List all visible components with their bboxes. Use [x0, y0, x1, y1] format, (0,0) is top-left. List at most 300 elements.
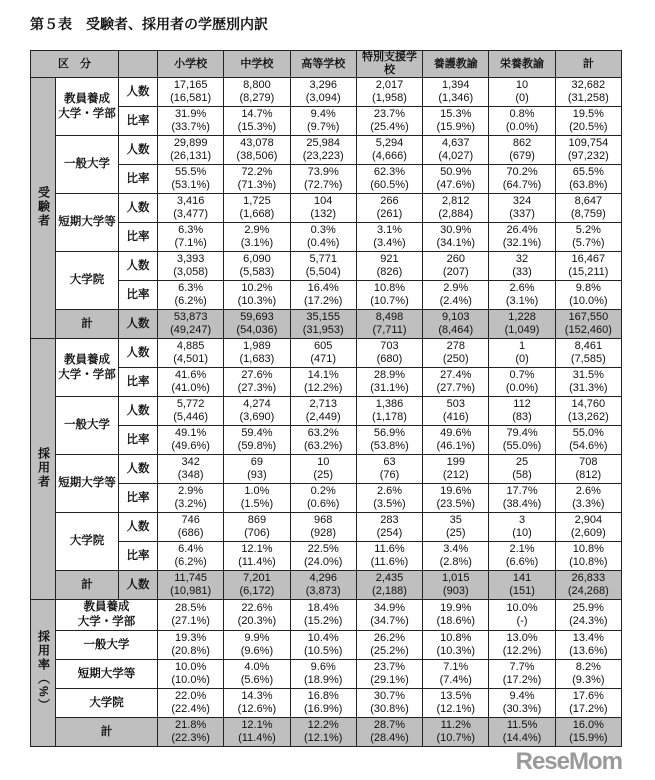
- previous-value: (17.2%): [303, 295, 343, 307]
- current-value: 28.5%: [175, 602, 207, 614]
- total-label: 計: [56, 718, 158, 747]
- current-value: 260: [446, 253, 465, 265]
- value-cell: [423, 223, 489, 252]
- current-value: 22.0%: [175, 690, 207, 702]
- current-value: 31.5%: [572, 369, 604, 381]
- value-cell: [489, 78, 555, 107]
- previous-value: (10): [512, 527, 532, 539]
- current-value: 1: [518, 340, 526, 352]
- previous-value: (2,188): [372, 585, 407, 597]
- table-row: [31, 426, 622, 455]
- current-value: 1.0%: [244, 485, 270, 497]
- value-cell: [158, 600, 224, 631]
- previous-value: (15,211): [568, 266, 609, 278]
- current-value: 9.4%: [310, 108, 336, 120]
- value-cell: [555, 310, 621, 339]
- measure-label: 比率: [119, 368, 158, 397]
- table-row: [31, 165, 622, 194]
- value-cell: [356, 223, 422, 252]
- previous-value: (38,506): [236, 150, 278, 162]
- current-value: 41.6%: [175, 369, 207, 381]
- value-cell: [356, 252, 422, 281]
- previous-value: (46.1%): [436, 440, 476, 452]
- previous-value: (24.3%): [569, 615, 608, 627]
- previous-value: (49.6%): [171, 440, 210, 452]
- measure-label: 人数: [119, 194, 158, 223]
- previous-value: (55.0%): [502, 440, 542, 452]
- value-cell: [423, 368, 489, 397]
- current-value: 2,435: [375, 572, 404, 584]
- previous-value: (72.7%): [303, 179, 343, 191]
- measure-label: 比率: [119, 107, 158, 136]
- value-cell: [489, 310, 555, 339]
- current-value: 32,682: [571, 79, 606, 91]
- value-cell: [224, 223, 290, 252]
- previous-value: (2.8%): [439, 556, 472, 568]
- value-cell: [423, 718, 489, 747]
- measure-label: 人数: [119, 513, 158, 542]
- value-cell: [224, 718, 290, 747]
- current-value: 14,760: [571, 398, 606, 410]
- current-value: 862: [512, 137, 532, 149]
- value-cell: [290, 281, 356, 310]
- current-value: 6.4%: [178, 543, 204, 555]
- current-value: 23.7%: [373, 108, 406, 120]
- measure-label: 人数: [119, 310, 158, 339]
- value-cell: [224, 571, 290, 600]
- current-value: 26.2%: [373, 632, 406, 644]
- value-cell: [555, 339, 621, 368]
- table-row: [31, 223, 622, 252]
- value-cell: [423, 484, 489, 513]
- current-value: 13.4%: [572, 632, 604, 644]
- value-cell: [290, 631, 356, 660]
- value-cell: [158, 310, 224, 339]
- current-value: 53,873: [173, 311, 208, 323]
- current-value: 43,078: [240, 137, 274, 149]
- value-cell: [290, 194, 356, 223]
- current-value: 11,745: [174, 572, 208, 584]
- table-row: [31, 78, 622, 107]
- current-value: 2.6%: [509, 282, 535, 294]
- value-cell: [356, 571, 422, 600]
- value-cell: [555, 571, 621, 600]
- value-cell: [158, 78, 224, 107]
- value-cell: [224, 631, 290, 660]
- current-value: 10.8%: [572, 543, 604, 555]
- measure-label: 比率: [119, 165, 158, 194]
- current-value: 11.2%: [440, 719, 471, 731]
- previous-value: (15.9%): [436, 121, 476, 133]
- value-cell: [356, 513, 422, 542]
- value-cell: [489, 660, 555, 689]
- previous-value: (30.3%): [502, 703, 542, 715]
- previous-value: (9.6%): [240, 645, 274, 657]
- current-value: 869: [247, 514, 267, 526]
- value-cell: [555, 718, 621, 747]
- column-header: 養護教諭: [423, 51, 489, 78]
- previous-value: (16.9%): [303, 703, 343, 715]
- previous-value: (1,049): [504, 324, 540, 336]
- current-value: 9.4%: [509, 690, 535, 702]
- previous-value: (10,981): [170, 585, 212, 597]
- previous-value: (25): [313, 469, 333, 481]
- measure-label: 比率: [119, 542, 158, 571]
- current-value: 22.5%: [307, 543, 339, 555]
- value-cell: [423, 339, 489, 368]
- previous-value: (10.0%): [569, 295, 608, 307]
- previous-value: (16,581): [170, 92, 212, 104]
- value-cell: [224, 107, 290, 136]
- current-value: 503: [446, 398, 465, 410]
- current-value: 703: [380, 340, 399, 352]
- current-value: 10.4%: [307, 632, 339, 644]
- value-cell: [224, 426, 290, 455]
- column-header: 特別支援学校: [356, 51, 422, 78]
- table-title: 第５表 受験者、採用者の学歴別内訳: [30, 17, 268, 33]
- resemom-watermark-logo: ReseMom: [515, 748, 622, 775]
- current-value: 27.6%: [241, 369, 273, 381]
- current-value: 4,885: [176, 340, 205, 352]
- value-cell: [555, 455, 621, 484]
- value-cell: [158, 718, 224, 747]
- previous-value: (71.3%): [237, 179, 277, 191]
- value-cell: [158, 513, 224, 542]
- current-value: 4,296: [309, 572, 337, 584]
- current-value: 5,771: [309, 253, 337, 265]
- previous-value: (22.3%): [171, 732, 210, 744]
- measure-label: 比率: [119, 281, 158, 310]
- previous-value: (9.7%): [307, 121, 340, 133]
- value-cell: [356, 368, 422, 397]
- previous-value: (1,958): [372, 92, 407, 104]
- value-cell: [555, 165, 621, 194]
- value-cell: [555, 78, 621, 107]
- current-value: 63: [383, 456, 396, 468]
- current-value: 18.4%: [307, 602, 339, 614]
- value-cell: [290, 223, 356, 252]
- previous-value: (64.7%): [502, 179, 542, 191]
- value-cell: [290, 426, 356, 455]
- current-value: 27.4%: [440, 369, 472, 381]
- current-value: 34.9%: [373, 602, 406, 614]
- current-value: 0.7%: [509, 369, 535, 381]
- previous-value: (32.1%): [502, 237, 542, 249]
- previous-value: (10.3%): [436, 645, 476, 657]
- previous-value: (3.5%): [373, 498, 406, 510]
- measure-label: 比率: [119, 223, 158, 252]
- current-value: 35: [449, 514, 462, 526]
- value-cell: [356, 718, 422, 747]
- current-value: 62.3%: [373, 166, 406, 178]
- value-cell: [224, 455, 290, 484]
- value-cell: [158, 542, 224, 571]
- value-cell: [489, 281, 555, 310]
- previous-value: (8,464): [438, 324, 474, 336]
- value-cell: [489, 542, 555, 571]
- previous-value: (254): [376, 527, 403, 539]
- table-row: [31, 107, 622, 136]
- previous-value: (27.3%): [237, 382, 277, 394]
- previous-value: (826): [376, 266, 403, 278]
- value-cell: [423, 252, 489, 281]
- previous-value: (27.1%): [171, 615, 210, 627]
- current-value: 56.9%: [373, 427, 406, 439]
- previous-value: (54,036): [236, 324, 278, 336]
- current-value: 59,693: [240, 311, 274, 323]
- value-cell: [158, 455, 224, 484]
- current-value: 9.9%: [244, 632, 270, 644]
- value-cell: [290, 660, 356, 689]
- value-cell: [158, 631, 224, 660]
- value-cell: [423, 310, 489, 339]
- previous-value: (1,178): [372, 411, 407, 423]
- value-cell: [423, 571, 489, 600]
- value-cell: [290, 718, 356, 747]
- value-cell: [158, 252, 224, 281]
- previous-value: (337): [509, 208, 535, 220]
- value-cell: [356, 455, 422, 484]
- header-row: [31, 51, 622, 78]
- current-value: 10.8%: [440, 632, 472, 644]
- current-value: 1,989: [243, 340, 271, 352]
- current-value: 921: [380, 253, 399, 265]
- current-value: 35,155: [306, 311, 341, 323]
- value-cell: [356, 165, 422, 194]
- value-cell: [356, 310, 422, 339]
- value-cell: [555, 660, 621, 689]
- current-value: 10.2%: [241, 282, 273, 294]
- value-cell: [555, 194, 621, 223]
- previous-value: (2,884): [438, 208, 474, 220]
- value-cell: [489, 368, 555, 397]
- value-cell: [356, 660, 422, 689]
- value-cell: [224, 281, 290, 310]
- value-cell: [423, 542, 489, 571]
- value-cell: [158, 136, 224, 165]
- previous-value: (1.5%): [240, 498, 274, 510]
- current-value: 3,416: [176, 195, 205, 207]
- table-row: [31, 484, 622, 513]
- previous-value: (15.2%): [303, 615, 343, 627]
- current-value: 2.9%: [178, 485, 204, 497]
- value-cell: [290, 484, 356, 513]
- current-value: 12.1%: [241, 543, 273, 555]
- current-value: 2,812: [442, 195, 470, 207]
- current-value: 0.3%: [310, 224, 336, 236]
- previous-value: (10.7%): [370, 295, 409, 307]
- current-value: 11.6%: [374, 543, 405, 555]
- previous-value: (5.7%): [572, 237, 605, 249]
- previous-value: (24.0%): [303, 556, 343, 568]
- current-value: 55.0%: [572, 427, 604, 439]
- current-value: 4,637: [442, 137, 470, 149]
- column-header: 計: [555, 51, 621, 78]
- value-cell: [489, 600, 555, 631]
- current-value: 2.9%: [244, 224, 270, 236]
- current-value: 109,754: [568, 137, 609, 149]
- previous-value: (250): [442, 353, 469, 365]
- category-label: 大学院: [56, 689, 158, 718]
- current-value: 324: [512, 195, 532, 207]
- previous-value: (60.5%): [370, 179, 409, 191]
- current-value: 9.8%: [575, 282, 601, 294]
- current-value: 17,165: [173, 79, 208, 91]
- current-value: 12.2%: [307, 719, 339, 731]
- value-cell: [224, 165, 290, 194]
- measure-label: 人数: [119, 571, 158, 600]
- current-value: 199: [446, 456, 465, 468]
- value-cell: [423, 165, 489, 194]
- value-cell: [489, 339, 555, 368]
- current-value: 21.8%: [175, 719, 207, 731]
- table-row: [31, 368, 622, 397]
- header-blank: [119, 51, 158, 78]
- previous-value: (13.6%): [569, 645, 608, 657]
- value-cell: [224, 194, 290, 223]
- previous-value: (22.4%): [171, 703, 210, 715]
- previous-value: (3.1%): [240, 237, 274, 249]
- value-cell: [290, 310, 356, 339]
- value-cell: [224, 397, 290, 426]
- current-value: 3.4%: [443, 543, 469, 555]
- category-label: 短期大学等: [56, 660, 158, 689]
- value-cell: [489, 718, 555, 747]
- current-value: 25,984: [306, 137, 341, 149]
- previous-value: (261): [376, 208, 403, 220]
- previous-value: (11.4%): [238, 732, 276, 744]
- current-value: 19.5%: [572, 108, 604, 120]
- current-value: 14.3%: [241, 690, 273, 702]
- current-value: 4,274: [243, 398, 271, 410]
- previous-value: (5,583): [239, 266, 275, 278]
- current-value: 16,467: [571, 253, 606, 265]
- column-header: 中学校: [224, 51, 290, 78]
- value-cell: [555, 600, 621, 631]
- current-value: 167,550: [568, 311, 609, 323]
- current-value: 2.6%: [575, 485, 601, 497]
- current-value: 19.6%: [440, 485, 472, 497]
- current-value: 23.7%: [373, 661, 406, 673]
- current-value: 3,393: [176, 253, 205, 265]
- previous-value: (25.2%): [370, 645, 409, 657]
- value-cell: [158, 165, 224, 194]
- previous-value: (812): [575, 469, 602, 481]
- value-cell: [555, 484, 621, 513]
- value-cell: [555, 631, 621, 660]
- previous-value: (4,027): [438, 150, 474, 162]
- value-cell: [423, 136, 489, 165]
- value-cell: [356, 136, 422, 165]
- value-cell: [555, 397, 621, 426]
- current-value: 10.8%: [373, 282, 406, 294]
- current-value: 32: [515, 253, 529, 265]
- value-cell: [423, 281, 489, 310]
- previous-value: (6,172): [239, 585, 275, 597]
- previous-value: (151): [509, 585, 535, 597]
- value-cell: [423, 194, 489, 223]
- previous-value: (13,262): [567, 411, 609, 423]
- value-cell: [158, 689, 224, 718]
- previous-value: (4,501): [173, 353, 209, 365]
- total-row: [31, 571, 622, 600]
- current-value: 278: [446, 340, 465, 352]
- current-value: 14.1%: [307, 369, 339, 381]
- previous-value: (132): [310, 208, 337, 220]
- previous-value: (20.5%): [569, 121, 608, 133]
- previous-value: (23,223): [302, 150, 344, 162]
- total-label: 計: [56, 310, 119, 339]
- value-cell: [555, 542, 621, 571]
- previous-value: (6.2%): [174, 556, 207, 568]
- total-row: [31, 310, 622, 339]
- previous-value: (0.4%): [307, 237, 340, 249]
- category-label: 短期大学等: [56, 455, 119, 513]
- previous-value: (25): [445, 527, 466, 539]
- value-cell: [290, 513, 356, 542]
- value-cell: [224, 78, 290, 107]
- previous-value: (27.7%): [436, 382, 476, 394]
- previous-value: (58): [512, 469, 532, 481]
- current-value: 17.6%: [572, 690, 604, 702]
- current-value: 342: [181, 456, 200, 468]
- value-cell: [356, 281, 422, 310]
- previous-value: (47.6%): [436, 179, 476, 191]
- value-cell: [224, 542, 290, 571]
- previous-value: (0.6%): [307, 498, 340, 510]
- previous-value: (53.8%): [370, 440, 409, 452]
- value-cell: [356, 542, 422, 571]
- value-cell: [224, 600, 290, 631]
- previous-value: (3,058): [173, 266, 209, 278]
- current-value: 6,090: [243, 253, 271, 265]
- current-value: 1,015: [442, 572, 470, 584]
- value-cell: [356, 600, 422, 631]
- previous-value: (12.1%): [303, 732, 343, 744]
- previous-value: (34.1%): [436, 237, 476, 249]
- value-cell: [423, 689, 489, 718]
- previous-value: (1,668): [239, 208, 275, 220]
- previous-value: (24,268): [567, 585, 609, 597]
- current-value: 31.9%: [175, 108, 207, 120]
- value-cell: [290, 571, 356, 600]
- current-value: 25.9%: [572, 602, 604, 614]
- value-cell: [290, 107, 356, 136]
- measure-label: 人数: [119, 339, 158, 368]
- current-value: 708: [579, 456, 598, 468]
- value-cell: [489, 223, 555, 252]
- value-cell: [489, 165, 555, 194]
- previous-value: (14.4%): [502, 732, 542, 744]
- value-cell: [555, 689, 621, 718]
- current-value: 50.9%: [440, 166, 472, 178]
- value-cell: [489, 631, 555, 660]
- previous-value: (212): [442, 469, 469, 481]
- previous-value: (3.3%): [572, 498, 605, 510]
- current-value: 12.1%: [241, 719, 273, 731]
- previous-value: (15.9%): [569, 732, 608, 744]
- previous-value: (679): [509, 150, 535, 162]
- measure-label: 比率: [119, 484, 158, 513]
- value-cell: [356, 194, 422, 223]
- previous-value: (29.1%): [370, 674, 409, 686]
- previous-value: (17.2%): [502, 674, 542, 686]
- column-header: 小学校: [158, 51, 224, 78]
- current-value: 266: [380, 195, 399, 207]
- current-value: 15.3%: [440, 108, 472, 120]
- current-value: 2.9%: [443, 282, 469, 294]
- value-cell: [356, 484, 422, 513]
